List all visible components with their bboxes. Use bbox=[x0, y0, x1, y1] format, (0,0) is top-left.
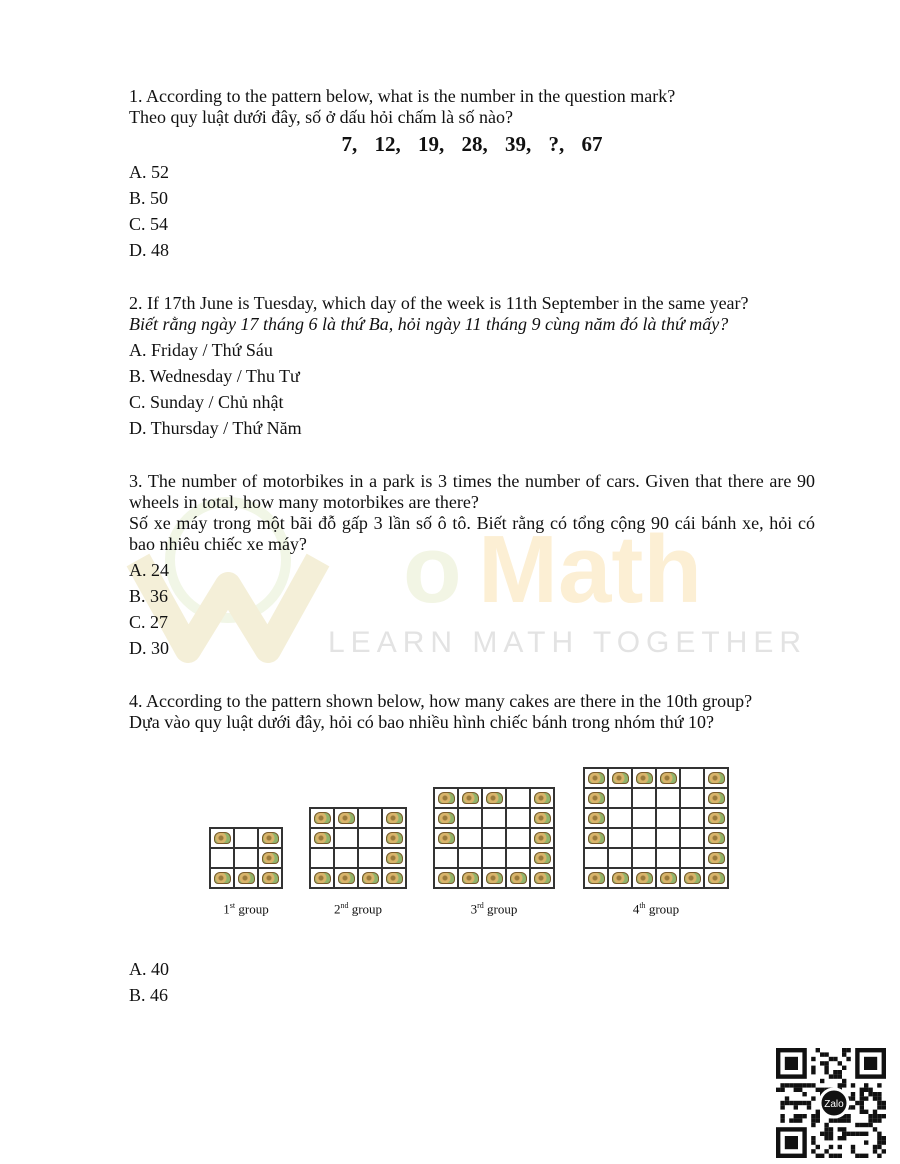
cake-icon bbox=[438, 812, 455, 824]
grid-cell bbox=[259, 869, 283, 889]
cake-icon bbox=[386, 872, 403, 884]
cake-grid bbox=[209, 827, 283, 889]
cake-icon bbox=[588, 812, 605, 824]
grid-cell bbox=[507, 789, 531, 809]
grid-cell bbox=[531, 849, 555, 869]
grid-cell bbox=[507, 809, 531, 829]
cake-icon bbox=[636, 872, 653, 884]
grid-cell bbox=[657, 809, 681, 829]
question-4 bbox=[129, 691, 815, 1006]
grid-cell bbox=[435, 849, 459, 869]
grid-cell bbox=[657, 849, 681, 869]
cake-icon bbox=[262, 852, 279, 864]
option-d[interactable]: D. 48 bbox=[129, 240, 169, 260]
group-caption: 2nd group bbox=[333, 900, 383, 916]
question-2-english: 2. If 17th June is Tuesday, which day of the week is 11th September in the same year? bbox=[129, 293, 749, 313]
number-sequence: 7, 12, 19, 28, 39, ?, 67 bbox=[341, 132, 603, 156]
grid-cell bbox=[585, 769, 609, 789]
grid-cell bbox=[335, 829, 359, 849]
grid-cell bbox=[435, 789, 459, 809]
svg-text:Math: Math bbox=[478, 516, 702, 623]
cake-icon bbox=[238, 872, 255, 884]
grid-cell bbox=[609, 809, 633, 829]
grid-cell bbox=[259, 829, 283, 849]
qr-code-icon bbox=[773, 1047, 895, 1159]
grid-cell bbox=[335, 869, 359, 889]
grid-cell bbox=[435, 829, 459, 849]
cake-pattern-figure bbox=[129, 743, 815, 933]
cake-icon bbox=[438, 872, 455, 884]
cake-icon bbox=[462, 792, 479, 804]
cake-icon bbox=[588, 792, 605, 804]
question-4-english: 4. According to the pattern shown below, how many cakes are there in the 10th group? bbox=[129, 691, 753, 711]
grid-cell bbox=[359, 849, 383, 869]
cake-icon bbox=[708, 872, 725, 884]
grid-cell bbox=[483, 829, 507, 849]
grid-cell bbox=[681, 829, 705, 849]
question-1-vietnamese: Theo quy luật dưới đây, số ở dấu hỏi chấm là số nào? bbox=[129, 107, 514, 127]
cake-icon bbox=[486, 872, 503, 884]
cake-icon bbox=[338, 812, 355, 824]
grid-cell bbox=[657, 829, 681, 849]
cake-grid bbox=[309, 807, 407, 889]
cake-icon bbox=[534, 872, 551, 884]
cake-icon bbox=[534, 812, 551, 824]
grid-cell bbox=[609, 869, 633, 889]
group-3 bbox=[433, 787, 555, 919]
grid-cell bbox=[383, 869, 407, 889]
cake-icon bbox=[510, 872, 527, 884]
cake-icon bbox=[636, 772, 653, 784]
grid-cell bbox=[235, 869, 259, 889]
option-a[interactable]: A. 40 bbox=[129, 959, 169, 979]
grid-cell bbox=[531, 789, 555, 809]
grid-cell bbox=[633, 829, 657, 849]
grid-cell bbox=[633, 809, 657, 829]
option-b[interactable]: B. 36 bbox=[129, 586, 169, 606]
group-caption: 4th group bbox=[632, 900, 680, 916]
cake-icon bbox=[338, 872, 355, 884]
grid-cell bbox=[633, 789, 657, 809]
grid-cell bbox=[211, 869, 235, 889]
cake-icon bbox=[314, 812, 331, 824]
grid-cell bbox=[609, 769, 633, 789]
grid-cell bbox=[681, 789, 705, 809]
group-caption: 1st group bbox=[223, 900, 269, 916]
grid-cell bbox=[657, 789, 681, 809]
grid-cell bbox=[235, 849, 259, 869]
grid-cell bbox=[459, 829, 483, 849]
grid-cell bbox=[585, 849, 609, 869]
question-3-english: 3. The number of motorbikes in a park is 3 times the number of cars. Given that there are 90 wheels in total, how many motorbikes are there? bbox=[129, 471, 815, 512]
cake-icon bbox=[708, 772, 725, 784]
cake-icon bbox=[612, 872, 629, 884]
zalo-qr-code[interactable] bbox=[773, 1047, 895, 1159]
grid-cell bbox=[531, 869, 555, 889]
question-1-english: 1. According to the pattern below, what is the number in the question mark? bbox=[129, 86, 676, 106]
cake-icon bbox=[660, 772, 677, 784]
grid-cell bbox=[507, 829, 531, 849]
svg-text:Zalo: Zalo bbox=[824, 1099, 844, 1110]
grid-cell bbox=[585, 869, 609, 889]
option-a[interactable]: A. Friday / Thứ Sáu bbox=[129, 340, 273, 360]
cake-icon bbox=[708, 812, 725, 824]
question-1 bbox=[129, 86, 815, 261]
grid-cell bbox=[211, 829, 235, 849]
cake-grid bbox=[433, 787, 555, 889]
worksheet bbox=[129, 86, 815, 1011]
cake-icon bbox=[438, 832, 455, 844]
grid-cell bbox=[705, 789, 729, 809]
cake-icon bbox=[262, 872, 279, 884]
group-caption: 3rd group bbox=[470, 900, 518, 916]
cake-icon bbox=[612, 772, 629, 784]
grid-cell bbox=[383, 829, 407, 849]
grid-cell bbox=[507, 869, 531, 889]
cake-icon bbox=[314, 832, 331, 844]
grid-cell bbox=[259, 849, 283, 869]
grid-cell bbox=[507, 849, 531, 869]
grid-cell bbox=[383, 849, 407, 869]
cake-icon bbox=[660, 872, 677, 884]
cake-icon bbox=[588, 872, 605, 884]
grid-cell bbox=[531, 809, 555, 829]
grid-cell bbox=[705, 869, 729, 889]
grid-cell bbox=[681, 869, 705, 889]
grid-cell bbox=[633, 769, 657, 789]
grid-cell bbox=[359, 809, 383, 829]
grid-cell bbox=[705, 829, 729, 849]
option-c[interactable]: C. Sunday / Chủ nhật bbox=[129, 392, 284, 412]
cake-icon bbox=[386, 852, 403, 864]
cake-icon bbox=[534, 852, 551, 864]
grid-cell bbox=[681, 849, 705, 869]
grid-cell bbox=[657, 769, 681, 789]
grid-cell bbox=[609, 849, 633, 869]
grid-cell bbox=[585, 809, 609, 829]
question-2 bbox=[129, 293, 815, 439]
question-3 bbox=[129, 471, 815, 659]
grid-cell bbox=[483, 869, 507, 889]
grid-cell bbox=[211, 849, 235, 869]
grid-cell bbox=[657, 869, 681, 889]
grid-cell bbox=[633, 849, 657, 869]
grid-cell bbox=[609, 789, 633, 809]
grid-cell bbox=[705, 769, 729, 789]
option-c[interactable]: C. 54 bbox=[129, 214, 169, 234]
option-b[interactable]: B. Wednesday / Thu Tư bbox=[129, 366, 300, 386]
grid-cell bbox=[459, 849, 483, 869]
cake-icon bbox=[708, 852, 725, 864]
grid-cell bbox=[705, 809, 729, 829]
grid-cell bbox=[585, 829, 609, 849]
svg-text:o: o bbox=[403, 516, 462, 623]
cake-icon bbox=[386, 812, 403, 824]
option-c[interactable]: C. 27 bbox=[129, 612, 169, 632]
question-3-vietnamese: Số xe máy trong một bãi đỗ gấp 3 lần số ô tô. Biết rằng có tổng cộng 90 cái bánh xe, hỏi có bao nhiêu chiếc xe máy? bbox=[129, 513, 815, 554]
cake-icon bbox=[438, 792, 455, 804]
group-4 bbox=[583, 767, 729, 919]
cake-icon bbox=[684, 872, 701, 884]
grid-cell bbox=[483, 849, 507, 869]
grid-cell bbox=[681, 769, 705, 789]
cake-icon bbox=[314, 872, 331, 884]
group-1 bbox=[209, 827, 283, 919]
cake-icon bbox=[534, 832, 551, 844]
grid-cell bbox=[531, 829, 555, 849]
cake-icon bbox=[486, 792, 503, 804]
grid-cell bbox=[585, 789, 609, 809]
cake-icon bbox=[708, 832, 725, 844]
grid-cell bbox=[235, 829, 259, 849]
cake-icon bbox=[386, 832, 403, 844]
grid-cell bbox=[359, 869, 383, 889]
grid-cell bbox=[435, 869, 459, 889]
cake-icon bbox=[362, 872, 379, 884]
cake-icon bbox=[462, 872, 479, 884]
option-b[interactable]: B. 50 bbox=[129, 188, 169, 208]
grid-cell bbox=[311, 869, 335, 889]
cake-icon bbox=[588, 832, 605, 844]
cake-icon bbox=[708, 792, 725, 804]
cake-icon bbox=[214, 872, 231, 884]
cake-grid bbox=[583, 767, 729, 889]
grid-cell bbox=[335, 809, 359, 829]
question-2-vietnamese: Biết rằng ngày 17 tháng 6 là thứ Ba, hỏi ngày 11 tháng 9 cùng năm đó là thứ mấy? bbox=[129, 314, 729, 334]
option-d[interactable]: D. 30 bbox=[129, 638, 169, 658]
grid-cell bbox=[459, 869, 483, 889]
cake-icon bbox=[534, 792, 551, 804]
grid-cell bbox=[681, 809, 705, 829]
grid-cell bbox=[459, 789, 483, 809]
watermark-tagline: LEARN MATH TOGETHER bbox=[328, 626, 808, 659]
option-b[interactable]: B. 46 bbox=[129, 985, 169, 1005]
grid-cell bbox=[335, 849, 359, 869]
cake-icon bbox=[214, 832, 231, 844]
question-4-vietnamese: Dựa vào quy luật dưới đây, hỏi có bao nhiều hình chiếc bánh trong nhóm thứ 10? bbox=[129, 712, 714, 732]
grid-cell bbox=[483, 789, 507, 809]
grid-cell bbox=[705, 849, 729, 869]
option-a[interactable]: A. 52 bbox=[129, 162, 169, 182]
grid-cell bbox=[435, 809, 459, 829]
grid-cell bbox=[383, 809, 407, 829]
grid-cell bbox=[459, 809, 483, 829]
grid-cell bbox=[483, 809, 507, 829]
cake-icon bbox=[588, 772, 605, 784]
grid-cell bbox=[311, 809, 335, 829]
grid-cell bbox=[311, 829, 335, 849]
grid-cell bbox=[609, 829, 633, 849]
group-2 bbox=[309, 807, 407, 919]
grid-cell bbox=[359, 829, 383, 849]
option-a[interactable]: A. 24 bbox=[129, 560, 169, 580]
grid-cell bbox=[311, 849, 335, 869]
cake-icon bbox=[262, 832, 279, 844]
option-d[interactable]: D. Thursday / Thứ Năm bbox=[129, 418, 302, 438]
grid-cell bbox=[633, 869, 657, 889]
